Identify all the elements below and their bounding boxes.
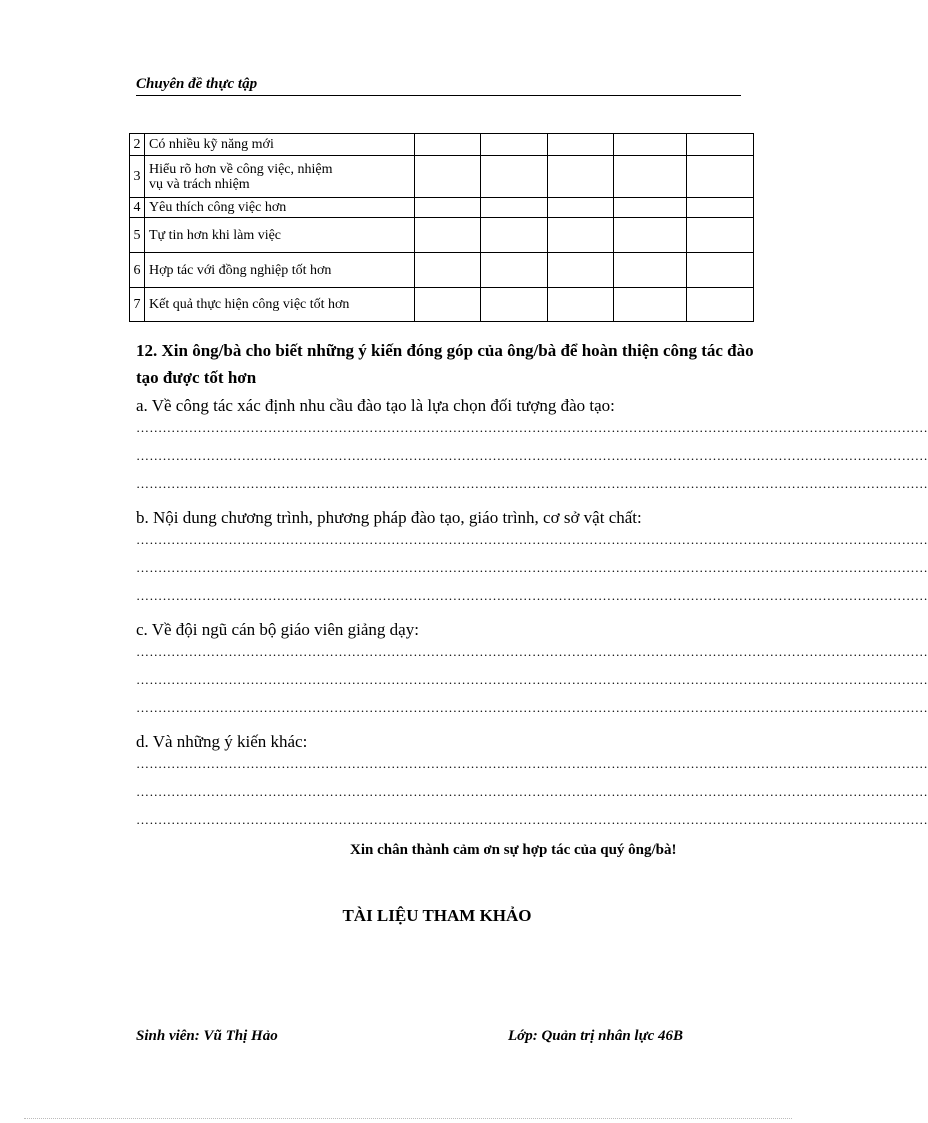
- row-number: 2: [130, 134, 145, 156]
- rating-cell: [548, 198, 614, 218]
- rating-cell: [614, 218, 687, 253]
- rating-cell: [548, 288, 614, 322]
- references-title: TÀI LIỆU THAM KHẢO: [342, 906, 532, 925]
- rating-cell: [415, 218, 481, 253]
- rating-cell: [687, 134, 754, 156]
- rating-cell: [687, 218, 754, 253]
- answer-line: ………………………………………………………………………………………………………………………………………………………………: [136, 812, 928, 827]
- row-number: 7: [130, 288, 145, 322]
- row-label: Hợp tác với đồng nghiệp tốt hơn: [145, 253, 415, 288]
- table-row: [130, 198, 754, 218]
- table-row: [130, 218, 754, 253]
- table-row: [130, 253, 754, 288]
- rating-cell: [614, 134, 687, 156]
- row-label-line: vụ và trách nhiệm: [149, 176, 250, 192]
- table-row: [130, 288, 754, 322]
- row-label: [145, 156, 415, 198]
- row-label: Tự tin hơn khi làm việc: [145, 218, 415, 253]
- section-c: [136, 619, 928, 725]
- rating-cell: [481, 218, 548, 253]
- answer-line: ………………………………………………………………………………………………………………………………………………………………: [136, 560, 928, 575]
- rating-cell: [548, 134, 614, 156]
- rating-cell: [415, 134, 481, 156]
- answer-line: ………………………………………………………………………………………………………………………………………………………………: [136, 588, 928, 603]
- rating-cell: [415, 156, 481, 198]
- question-12: 12. Xin ông/bà cho biết những ý kiến đóng góp của ông/bà để hoàn thiện công tác đào tạo được tốt hơn: [136, 341, 754, 387]
- row-label: Kết quả thực hiện công việc tốt hơn: [145, 288, 415, 322]
- table-row: [130, 134, 754, 156]
- thanks-text: Xin chân thành cảm ơn sự hợp tác của quý ông/bà!: [350, 842, 677, 858]
- row-label: Có nhiều kỹ năng mới: [145, 134, 415, 156]
- section-a: [136, 395, 928, 501]
- rating-cell: [415, 288, 481, 322]
- section-d: [136, 731, 928, 837]
- footer-student: Sinh viên: Vũ Thị Hảo: [136, 1028, 278, 1044]
- rating-cell: [548, 218, 614, 253]
- rating-cell: [481, 288, 548, 322]
- answer-line: ………………………………………………………………………………………………………………………………………………………………: [136, 644, 928, 659]
- rating-cell: [481, 198, 548, 218]
- row-label-line: Hiểu rõ hơn về công việc, nhiệm: [149, 161, 333, 177]
- section-title: c. Về đội ngũ cán bộ giáo viên giảng dạy:: [136, 620, 419, 639]
- row-number: 4: [130, 198, 145, 218]
- page-header: Chuyên đề thực tập: [136, 76, 741, 96]
- section-title: a. Về công tác xác định nhu cầu đào tạo là lựa chọn đối tượng đào tạo:: [136, 396, 615, 415]
- section-title: b. Nội dung chương trình, phương pháp đào tạo, giáo trình, cơ sở vật chất:: [136, 508, 642, 527]
- row-number: 3: [130, 156, 145, 198]
- row-number: 5: [130, 218, 145, 253]
- answer-line: ………………………………………………………………………………………………………………………………………………………………: [136, 784, 928, 799]
- section-title: d. Và những ý kiến khác:: [136, 732, 308, 751]
- rating-cell: [614, 288, 687, 322]
- rating-cell: [481, 156, 548, 198]
- answer-line: ………………………………………………………………………………………………………………………………………………………………: [136, 532, 928, 547]
- rating-cell: [481, 253, 548, 288]
- answer-line: ………………………………………………………………………………………………………………………………………………………………: [136, 700, 928, 715]
- rating-cell: [548, 253, 614, 288]
- answer-line: ………………………………………………………………………………………………………………………………………………………………: [136, 420, 928, 435]
- table-row: [130, 156, 754, 198]
- rating-cell: [415, 198, 481, 218]
- rating-cell: [687, 253, 754, 288]
- answer-line: ………………………………………………………………………………………………………………………………………………………………: [136, 476, 928, 491]
- row-number: 6: [130, 253, 145, 288]
- section-b: [136, 507, 928, 613]
- rating-cell: [614, 198, 687, 218]
- rating-cell: [415, 253, 481, 288]
- page-divider: [24, 1118, 792, 1119]
- rating-cell: [687, 198, 754, 218]
- footer-class: Lớp: Quản trị nhân lực 46B: [508, 1028, 683, 1044]
- answer-line: ………………………………………………………………………………………………………………………………………………………………: [136, 756, 928, 771]
- rating-cell: [481, 134, 548, 156]
- rating-cell: [687, 288, 754, 322]
- answer-line: ………………………………………………………………………………………………………………………………………………………………: [136, 448, 928, 463]
- row-label: Yêu thích công việc hơn: [145, 198, 415, 218]
- rating-cell: [687, 156, 754, 198]
- rating-cell: [614, 156, 687, 198]
- survey-table: [129, 133, 754, 322]
- answer-line: ………………………………………………………………………………………………………………………………………………………………: [136, 672, 928, 687]
- rating-cell: [614, 253, 687, 288]
- rating-cell: [548, 156, 614, 198]
